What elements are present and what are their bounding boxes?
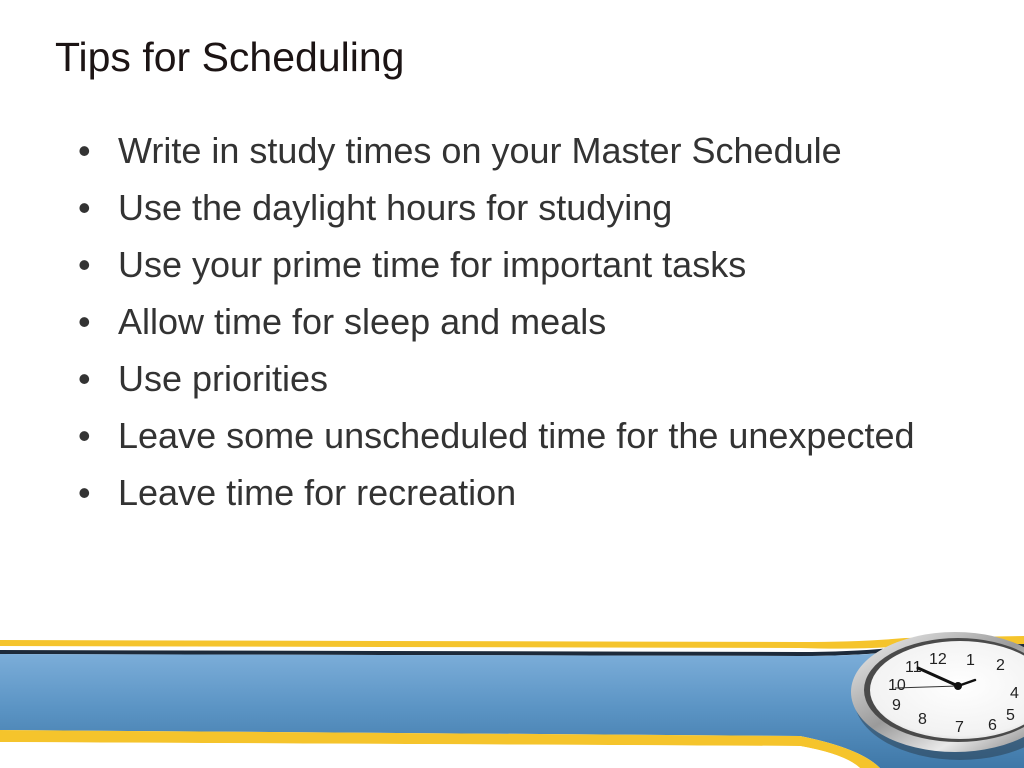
list-item (78, 355, 958, 403)
banner-graphic (0, 630, 1024, 768)
clock-numeral: 6 (988, 717, 997, 734)
clock-numeral: 12 (929, 651, 947, 668)
bullet-text: Write in study times on your Master Schedule (118, 130, 842, 171)
bullet-icon: • (78, 130, 91, 171)
clock-center (954, 682, 962, 690)
clock-numeral: 9 (892, 697, 901, 714)
bullet-text: Use the daylight hours for studying (118, 187, 673, 228)
bullet-text: Allow time for sleep and meals (118, 301, 607, 342)
clock-numeral: 11 (905, 659, 922, 676)
banner-base (0, 742, 860, 768)
clock-numeral: 8 (918, 711, 927, 728)
slide-title: Tips for Scheduling (55, 34, 405, 80)
list-item (78, 184, 958, 232)
bullet-text: Leave some unscheduled time for the unexpected (118, 415, 915, 456)
list-item (78, 298, 958, 346)
list-item (78, 412, 958, 460)
bullet-icon: • (78, 415, 91, 456)
clock-numeral: 2 (996, 657, 1005, 674)
bullet-icon: • (78, 301, 91, 342)
clock-numeral: 5 (1006, 707, 1015, 724)
accent-stripe-top (0, 636, 1024, 649)
bullet-text: Leave time for recreation (118, 472, 517, 513)
clock-numeral: 10 (888, 677, 906, 694)
bullet-icon: • (78, 244, 91, 285)
footer-banner (0, 630, 1024, 768)
bullet-list (78, 127, 958, 526)
bullet-text: Use priorities (118, 358, 329, 399)
bullet-icon: • (78, 358, 91, 399)
bullet-icon: • (78, 472, 91, 513)
clock-numeral: 7 (955, 719, 964, 736)
list-item (78, 469, 958, 517)
clock-numeral: 1 (966, 652, 975, 669)
clock-numeral: 4 (1010, 685, 1019, 702)
bullet-text: Use your prime time for important tasks (118, 244, 747, 285)
bullet-icon: • (78, 187, 91, 228)
list-item (78, 241, 958, 289)
list-item (78, 127, 958, 175)
